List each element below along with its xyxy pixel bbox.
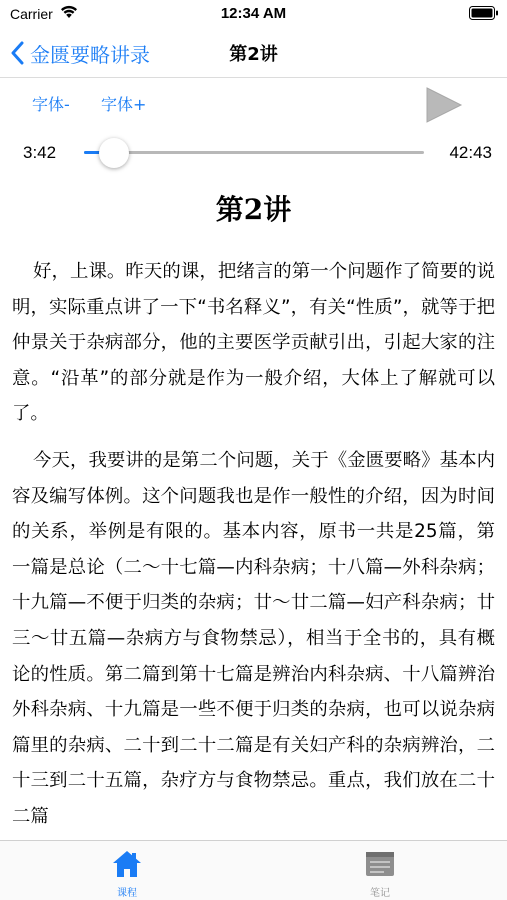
article-paragraph: 今天，我要讲的是第二个问题，关于《金匮要略》基本内容及编写体例。这个问题我也是作一般性的介绍，因为时间的关系，举例是有限的。基本内容，原书一共是25篇，第一篇是总论（二～十七篇—内科杂病；十八篇—外科杂病；十九篇—不便于归类的杂病；廿～廿二篇—妇产科杂病；廿三～廿五篇—杂病方与食物禁忌），相当于全书的，具有概论的性质。第二篇到第十七篇是辨治内科杂病、十八篇辨治外科杂病、十九篇是一些不便于归类的杂病，也可以说杂病篇里的杂病、二十到二十二篇是有关妇产科的杂病辨治，二十三到二十五篇，杂疗方与食物禁忌。重点，我们放在二十二篇: [12, 449, 495, 827]
nav-title: 第2讲: [229, 44, 278, 65]
font-controls: [0, 82, 507, 124]
carrier-label: Carrier: [10, 6, 53, 22]
font-decrease-button[interactable]: 字体-: [32, 95, 70, 114]
home-icon: [111, 849, 143, 879]
article-title: 第2讲: [215, 193, 292, 226]
progress-thumb[interactable]: [99, 138, 129, 168]
play-icon[interactable]: [422, 86, 464, 124]
notes-icon: [364, 849, 396, 879]
tab-bar: [0, 840, 507, 900]
chevron-left-icon: [10, 41, 24, 65]
status-time: 12:34 AM: [220, 5, 287, 22]
tab-notes-label: 笔记: [370, 888, 390, 899]
audio-progress: [0, 134, 507, 170]
navigation-bar: [0, 28, 507, 78]
elapsed-time: 3:42: [23, 143, 57, 162]
back-button[interactable]: [10, 37, 150, 69]
article-paragraph: 好，上课。昨天的课，把绪言的第一个问题作了简要的说明，实际重点讲了一下“书名释义”，有关“性质”，就等于把仲景关于杂病部分，他的主要医学贡献引出，引起大家的注意。“沿革”的部分就是作为一般介绍，大体上了解就可以了。: [12, 261, 495, 425]
total-time: 42:43: [449, 143, 492, 162]
tab-course[interactable]: [87, 847, 167, 897]
article-body: [12, 254, 495, 840]
tab-course-label: 课程: [117, 888, 137, 899]
battery-icon: [469, 6, 499, 20]
back-button-label: 金匮要略讲录: [30, 42, 150, 67]
tab-notes[interactable]: [340, 847, 420, 897]
progress-slider[interactable]: [84, 151, 424, 154]
status-bar: [0, 0, 507, 28]
font-increase-button[interactable]: 字体+: [101, 95, 147, 114]
